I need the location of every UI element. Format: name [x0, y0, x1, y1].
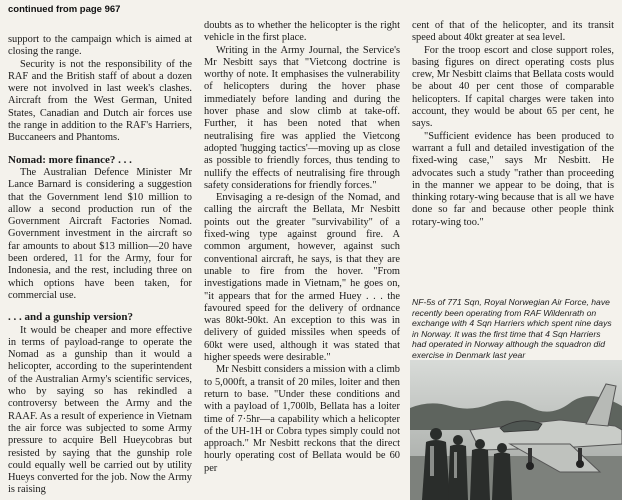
- photo-caption: NF-5s of 771 Sqn, Royal Norwegian Air Force, have recently been operating from RAF Wildenrath on exchange with 4 Sqn Harriers which spent nine days in Norway. It was the first time that 4 Sqn Harriers had operated in Norway although the squadron did exercise in Denmark last year: [412, 297, 612, 360]
- aircraft-photo: [410, 360, 622, 500]
- paragraph: Mr Nesbitt considers a mission with a climb to 5,000ft, a transit of 20 miles, loiter and then return to base. "Under these conditions and with a payload of 1,700lb, Bellata has a loiter time of 7·5hr—a capability which a helicopter of the UH-1H or Cobra types simply could not approach." Mr Nesbitt reckons that the direct hourly operating cost of Bellata would be 60 per: [204, 364, 400, 474]
- paragraph: The Australian Defence Minister Mr Lance Barnard is considering a suggestion that the Government lend $10 million to allow a second production run of the Government Aircraft Factories Nomad. Government investment in the aircraft so far amounts to about $13 million—20 have been ordered, 11 for the Army, four for Indonesia, and the rest, including three on which options have been taken, for commercial use.: [8, 166, 192, 301]
- column-right: [412, 20, 614, 229]
- paragraph: For the troop escort and close support roles, basing figures on direct operating costs plus crew, Mr Nesbitt claims that Bellata costs would be about 40 per cent those of comparable helicopters. If capital charges were taken into account, they would be about 65 per cent, he says.: [412, 44, 614, 130]
- continued-header: continued from page 967: [8, 4, 121, 15]
- column-left: [8, 34, 192, 497]
- section-heading-gunship: . . . and a gunship version?: [8, 311, 134, 324]
- paragraph: Security is not the responsibility of the RAF and the British staff of about a dozen were not involved in last week's clashes. Aircraft from the West German, United States, Canadian and Dutch air forces use the range in addition to the RAF's Harriers, Buccaneers and Phantoms.: [8, 58, 192, 144]
- paragraph: "Sufficient evidence has been produced to warrant a full and detailed investigation of the fixed-wing case," says Mr Nesbitt. He advocates such a study "rather than proceeding in the manner we appear to be doing, that is thinking rotary-wing because that is all we have done so far and because other people think rotary-wing too.": [412, 130, 614, 228]
- paragraph: support to the campaign which is aimed at closing the range.: [8, 34, 192, 58]
- paragraph: Envisaging a re-design of the Nomad, and calling the aircraft the Bellata, Mr Nesbitt points out the greater "survivability" of a fixed-wing type against ground fire. A common argument, however, against such conventional aircraft, he says, is that they are unable to fire from the hover. "From investigations made in Vietnam," he goes on, "it appears that for the armed Huey . . . the favoured speed for the delivery of ordnance was 80kt-90kt. An exception to this was in delivery of guided missiles when speeds of 60kt were used, although it was stated that higher speeds were desirable.": [204, 192, 400, 364]
- section-heading-nomad-finance: Nomad: more finance? . . .: [8, 153, 132, 166]
- column-middle: [204, 20, 400, 475]
- paragraph: It would be cheaper and more effective in terms of payload-range to operate the Nomad as a gunship than it would a helicopter, according to the superintendent of the Australian Army's scientific services, who by saying so has rekindled a controversy between the Army and the RAAF. As a result of experience in Vietnam the air force was subjected to some Army pressure to acquire Bell Hueycobras but resisted by saying that the gunship role could equally well be carried out by utility Hueys converted for the job. Now the Army is raising: [8, 324, 192, 496]
- paragraph: doubts as to whether the helicopter is the right vehicle in the first place.: [204, 20, 400, 44]
- paragraph: Writing in the Army Journal, the Service's Mr Nesbitt says that "Vietcong doctrine is worthy of note. It emphasises the vulnerability of helicopters during the hover phase immediately before landing and during the hover phase and slow climb at take-off. Further, it has been noted that when neutralising fire was applied the Vietcong adopted 'hugging tactics'—moving up as close as possible to friendly forces, thus tending to nullify the effects of neutralising fire through safety considerations for friendly forces.": [204, 44, 400, 191]
- paragraph: cent of that of the helicopter, and its transit speed about 40kt greater at sea level.: [412, 20, 614, 44]
